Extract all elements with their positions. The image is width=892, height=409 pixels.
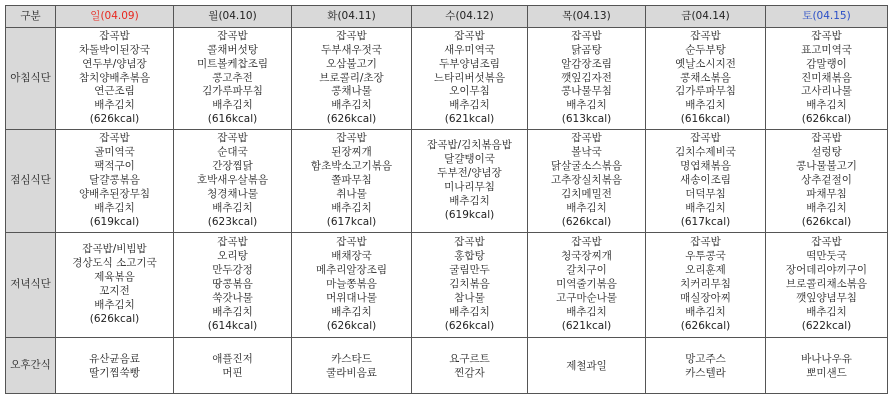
menu-item: 느타리버섯볶음 — [433, 71, 505, 84]
menu-item: 팩적구이 — [94, 160, 135, 173]
menu-item: 콩채소볶음 — [680, 71, 731, 84]
menu-item: 카스타드 — [331, 352, 372, 365]
meal-type-label: 아침식단 — [6, 28, 56, 130]
calorie-text: (623kcal) — [207, 215, 258, 228]
menu-item: 잡곡밥 — [571, 236, 602, 249]
menu-item: 청경채나물 — [207, 187, 258, 200]
menu-item: 파채무침 — [806, 187, 847, 200]
menu-item: 골미역국 — [94, 146, 135, 159]
dinner-row — [6, 233, 888, 338]
menu-item: 배추김치 — [94, 201, 135, 214]
menu-item: 배추김치 — [94, 99, 135, 112]
menu-item: 잡곡밥 — [217, 236, 248, 249]
calorie-text: (621kcal) — [444, 113, 495, 126]
menu-item: 오삼불고기 — [326, 57, 377, 70]
menu-item: 배추김치 — [331, 201, 372, 214]
menu-item: 볼낙국 — [571, 146, 602, 159]
menu-item: 브로콜리/초장 — [319, 71, 384, 84]
breakfast-row — [6, 28, 888, 130]
menu-item: 배추김치 — [94, 298, 135, 311]
day-header: 토(04.15) — [766, 6, 888, 28]
calorie-text: (617kcal) — [680, 215, 731, 228]
menu-item: 콩채나물 — [331, 85, 372, 98]
menu-item: 콜채버섯탕 — [207, 43, 258, 56]
meal-type-label: 점심식단 — [6, 130, 56, 233]
menu-item: 배추김치 — [566, 305, 607, 318]
menu-item: 치커리무침 — [680, 278, 731, 291]
calorie-text: (626kcal) — [561, 215, 612, 228]
menu-item: 장어데리야끼구이 — [785, 264, 868, 277]
menu-cell — [292, 233, 412, 338]
menu-item: 연두부/양념장 — [82, 57, 147, 70]
menu-item: 배추김치 — [212, 99, 253, 112]
menu-item: 상추겉절이 — [801, 174, 852, 187]
menu-item: 굴림만두 — [449, 264, 490, 277]
menu-item: 잡곡밥 — [690, 236, 721, 249]
menu-item: 잡곡밥 — [811, 236, 842, 249]
menu-item: 순대국 — [217, 146, 248, 159]
menu-item: 배추김치 — [331, 305, 372, 318]
day-header: 일(04.09) — [56, 6, 174, 28]
menu-item: 배추김치 — [685, 305, 726, 318]
menu-item: 닭곰탕 — [571, 43, 602, 56]
menu-item: 김치메밀전 — [561, 187, 612, 200]
day-header: 월(04.10) — [174, 6, 292, 28]
menu-cell — [646, 233, 766, 338]
lunch-row — [6, 130, 888, 233]
menu-item: 배추김치 — [566, 201, 607, 214]
weekly-meal-table — [5, 5, 888, 394]
calorie-text: (626kcal) — [326, 113, 377, 126]
menu-cell — [56, 338, 174, 394]
menu-item: 제철과일 — [566, 359, 607, 372]
menu-cell — [292, 130, 412, 233]
menu-item: 유산균음료 — [89, 352, 140, 365]
calorie-text: (614kcal) — [207, 319, 258, 332]
menu-item: 양배추된장무침 — [78, 187, 150, 200]
menu-item: 잡곡밥/김치볶음밥 — [427, 139, 512, 152]
menu-item: 알감장조림 — [561, 57, 612, 70]
menu-item: 마늘쫑볶음 — [326, 278, 377, 291]
menu-item: 깻잎양념무침 — [796, 291, 857, 304]
meal-type-label: 저녁식단 — [6, 233, 56, 338]
menu-cell — [528, 233, 646, 338]
menu-item: 미트볼케찹조림 — [196, 57, 268, 70]
menu-item: 잡곡밥/비빔밥 — [82, 243, 147, 256]
menu-item: 카스텔라 — [685, 366, 726, 379]
menu-item: 잡곡밥 — [336, 236, 367, 249]
menu-cell — [646, 28, 766, 130]
snack-row — [6, 338, 888, 394]
menu-item: 배추김치 — [212, 305, 253, 318]
menu-item: 오리탕 — [217, 250, 248, 263]
menu-item: 잡곡밥 — [690, 29, 721, 42]
menu-item: 배추김치 — [449, 305, 490, 318]
menu-item: 잡곡밥 — [811, 29, 842, 42]
menu-item: 머위대나물 — [326, 291, 377, 304]
menu-cell — [528, 130, 646, 233]
menu-item: 오리훈제 — [685, 264, 726, 277]
calorie-text: (626kcal) — [801, 113, 852, 126]
calorie-text: (626kcal) — [89, 113, 140, 126]
menu-item: 배추김치 — [806, 99, 847, 112]
calorie-text: (613kcal) — [561, 113, 612, 126]
menu-cell — [646, 338, 766, 394]
menu-item: 함초박소고기볶음 — [310, 160, 393, 173]
menu-item: 홍합탕 — [454, 250, 485, 263]
menu-item: 깻잎김자전 — [561, 71, 612, 84]
menu-item: 김가루파무침 — [202, 85, 263, 98]
menu-item: 새우미역국 — [444, 43, 495, 56]
calorie-text: (626kcal) — [326, 319, 377, 332]
menu-item: 배추김치 — [212, 201, 253, 214]
menu-cell — [174, 28, 292, 130]
menu-cell — [56, 130, 174, 233]
menu-item: 오이무침 — [449, 85, 490, 98]
menu-item: 김치볶음 — [449, 278, 490, 291]
calorie-text: (619kcal) — [89, 215, 140, 228]
menu-item: 배추김치 — [566, 99, 607, 112]
menu-item: 고사리나물 — [801, 85, 852, 98]
menu-item: 미역줄기볶음 — [556, 278, 617, 291]
menu-cell — [292, 338, 412, 394]
menu-cell — [412, 130, 528, 233]
menu-item: 잡곡밥 — [336, 29, 367, 42]
menu-item: 콩나물불고기 — [796, 160, 857, 173]
menu-item: 고구마순나물 — [556, 291, 617, 304]
menu-cell — [528, 28, 646, 130]
menu-cell — [174, 338, 292, 394]
menu-item: 갈치구이 — [566, 264, 607, 277]
menu-item: 배채장국 — [331, 250, 372, 263]
menu-item: 잡곡밥 — [454, 29, 485, 42]
menu-item: 찐감자 — [454, 366, 485, 379]
menu-item: 달걀콩볶음 — [89, 174, 140, 187]
menu-item: 진미채볶음 — [801, 71, 852, 84]
menu-item: 미나리무침 — [444, 181, 495, 193]
calorie-text: (616kcal) — [207, 113, 258, 126]
meal-type-label: 오후간식 — [6, 338, 56, 394]
menu-item: 꼬지전 — [99, 285, 130, 297]
menu-item: 옛날소시지전 — [675, 57, 736, 70]
header-row — [6, 6, 888, 28]
menu-item: 쑥갓나물 — [212, 291, 253, 304]
menu-item: 달걀탱이국 — [444, 153, 495, 166]
menu-item: 잡곡밥 — [217, 132, 248, 145]
menu-item: 딸기찜쑥빵 — [89, 366, 140, 379]
calorie-text: (621kcal) — [561, 319, 612, 332]
menu-item: 잡곡밥 — [99, 132, 130, 145]
menu-item: 김치수제비국 — [675, 146, 736, 159]
menu-item: 머핀 — [222, 366, 243, 379]
calorie-text: (622kcal) — [801, 319, 852, 332]
menu-item: 간장찜닭 — [212, 160, 253, 173]
menu-item: 표고미역국 — [801, 43, 852, 56]
menu-item: 경상도식 소고기국 — [72, 257, 157, 270]
menu-item: 청국장찌개 — [561, 250, 612, 263]
menu-cell — [528, 338, 646, 394]
menu-item: 우투콩국 — [685, 250, 726, 263]
menu-item: 호박새우살볶음 — [196, 174, 268, 187]
meal-table-body — [6, 28, 888, 394]
menu-item: 김가루파무침 — [675, 85, 736, 98]
menu-item: 배추김치 — [685, 201, 726, 214]
calorie-text: (626kcal) — [680, 319, 731, 332]
menu-item: 배추김치 — [331, 99, 372, 112]
menu-item: 바나나우유 — [801, 352, 852, 365]
menu-item: 쿨라비음료 — [326, 366, 377, 379]
menu-item: 잡곡밥 — [690, 132, 721, 145]
menu-item: 설렁탕 — [811, 146, 842, 159]
menu-cell — [766, 130, 888, 233]
menu-item: 쫄파무침 — [331, 174, 372, 187]
menu-item: 더덕무침 — [685, 187, 726, 200]
menu-item: 잡곡밥 — [571, 29, 602, 42]
menu-item: 배추김치 — [449, 99, 490, 112]
menu-item: 요구르트 — [449, 352, 490, 365]
menu-cell — [174, 130, 292, 233]
menu-cell — [56, 233, 174, 338]
menu-item: 땅콩볶음 — [212, 278, 253, 291]
menu-cell — [292, 28, 412, 130]
day-header: 금(04.14) — [646, 6, 766, 28]
menu-item: 연근조림 — [94, 85, 135, 98]
menu-item: 된장찌개 — [331, 146, 372, 159]
menu-cell — [646, 130, 766, 233]
menu-item: 새송이조림 — [680, 174, 731, 187]
menu-item: 콩고추전 — [212, 71, 253, 84]
menu-item: 잡곡밥 — [811, 132, 842, 145]
menu-item: 고추장실치볶음 — [550, 174, 622, 187]
menu-item: 메추리알장조림 — [315, 264, 387, 277]
menu-item: 명엽채볶음 — [680, 160, 731, 173]
menu-cell — [412, 338, 528, 394]
menu-item: 순두부탕 — [685, 43, 726, 56]
menu-item: 망고주스 — [685, 352, 726, 365]
menu-item: 참나물 — [454, 291, 485, 304]
meal-plan-container — [5, 5, 888, 394]
menu-cell — [56, 28, 174, 130]
day-header: 수(04.12) — [412, 6, 528, 28]
menu-item: 잡곡밥 — [454, 236, 485, 249]
menu-item: 두부새우젓국 — [321, 43, 382, 56]
menu-item: 닭살굴소스볶음 — [550, 160, 622, 173]
menu-item: 애플진저 — [212, 352, 253, 365]
menu-cell — [766, 28, 888, 130]
day-header: 목(04.13) — [528, 6, 646, 28]
menu-cell — [174, 233, 292, 338]
menu-item: 만두강정 — [212, 264, 253, 277]
menu-item: 잡곡밥 — [571, 132, 602, 145]
menu-item: 콩나물무침 — [561, 85, 612, 98]
menu-item: 참치양배추볶음 — [78, 71, 150, 84]
menu-item: 배추김치 — [806, 305, 847, 318]
menu-item: 취나물 — [336, 187, 367, 200]
calorie-text: (619kcal) — [444, 208, 495, 221]
menu-item: 두부전/양념장 — [437, 167, 502, 180]
menu-item: 매실장아찌 — [680, 291, 731, 304]
menu-item: 배추김치 — [685, 99, 726, 112]
menu-item: 잡곡밥 — [336, 132, 367, 145]
menu-cell — [412, 28, 528, 130]
day-header: 화(04.11) — [292, 6, 412, 28]
menu-item: 제육볶음 — [94, 271, 135, 284]
menu-item: 두부양념조림 — [439, 57, 500, 70]
menu-item: 떡만둣국 — [806, 250, 847, 263]
menu-item: 감말랭이 — [806, 57, 847, 70]
menu-item: 뽀미샌드 — [806, 366, 847, 379]
menu-item: 브로콜리채소볶음 — [785, 278, 868, 291]
menu-item: 배추김치 — [806, 201, 847, 214]
menu-item: 잡곡밥 — [217, 29, 248, 42]
menu-item: 배추김치 — [449, 194, 490, 207]
calorie-text: (626kcal) — [801, 215, 852, 228]
menu-cell — [412, 233, 528, 338]
menu-cell — [766, 338, 888, 394]
header-category-label: 구분 — [6, 6, 56, 28]
menu-item: 차돌박이된장국 — [78, 43, 150, 56]
menu-item: 잡곡밥 — [99, 29, 130, 42]
calorie-text: (616kcal) — [680, 113, 731, 126]
calorie-text: (626kcal) — [444, 319, 495, 332]
calorie-text: (626kcal) — [89, 312, 140, 325]
calorie-text: (617kcal) — [326, 215, 377, 228]
menu-cell — [766, 233, 888, 338]
